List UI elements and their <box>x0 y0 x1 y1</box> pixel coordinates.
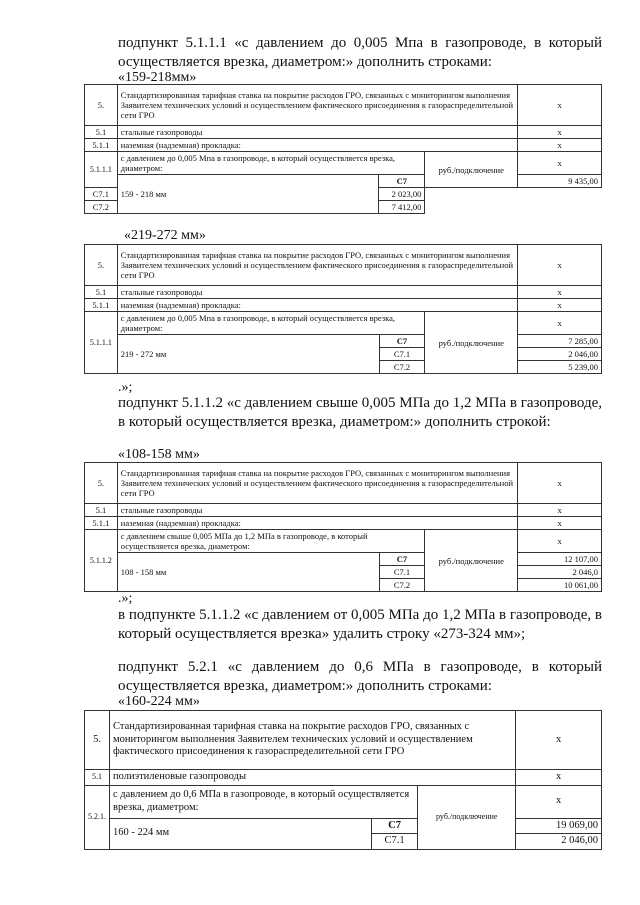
row-value: х <box>518 85 602 126</box>
row-number: 5.1 <box>85 504 118 517</box>
row-value: х <box>518 312 602 335</box>
value-cell: 12 107,00 <box>518 553 602 566</box>
paragraph-text: в подпункте 5.1.1.2 «с давлением от 0,005 МПа до 1,2 МПа в газопроводе, в который осуществляется врезка» удалить строку «273-324 мм»; <box>118 607 602 642</box>
row-value: х <box>518 504 602 517</box>
table-1-caption: «159-218мм» <box>118 70 197 85</box>
value-cell: 7 412,00 <box>379 201 425 214</box>
row-number: 5.1.1.1 <box>85 152 118 188</box>
row-text: наземная (надземная) прокладка: <box>117 139 517 152</box>
code-cell: С7.2 <box>85 201 118 214</box>
row-text: Стандартизированная тарифная ставка на покрытие расходов ГРО, связанных с мониторингом выполнения Заявителем технических условий и осуществлением фактического присоединения к газораспределительной сети ГРО <box>110 711 516 770</box>
table-4-caption: «160-224 мм» <box>118 694 200 709</box>
row-text: с давлением до 0,005 Мпа в газопроводе, в который осуществляется врезка, диаметром: <box>117 312 425 335</box>
row-number: 5.1.1 <box>85 139 118 152</box>
table-row <box>85 286 602 299</box>
value-cell: 9 435,00 <box>518 175 602 188</box>
table-row <box>85 152 602 175</box>
table-row <box>85 530 602 553</box>
unit-cell: руб./подключение <box>425 152 518 188</box>
code-cell: С7 <box>379 175 425 188</box>
row-text: с давлением свыше 0,005 МПа до 1,2 МПа в газопроводе, в который осуществляется врезка, диаметром: <box>117 530 425 553</box>
table-row <box>85 312 602 335</box>
value-cell: 7 285,00 <box>518 335 602 348</box>
table-row <box>85 517 602 530</box>
row-number: 5.1.1.1 <box>85 312 118 374</box>
code-cell: С7 <box>379 335 425 348</box>
row-number: 5.1 <box>85 286 118 299</box>
value-cell: 2 046,00 <box>516 834 602 850</box>
row-value: х <box>518 139 602 152</box>
row-text: наземная (надземная) прокладка: <box>117 517 517 530</box>
row-value: х <box>518 517 602 530</box>
end-mark-2: .»; <box>118 591 133 606</box>
table-row <box>85 126 602 139</box>
row-value: х <box>516 785 602 818</box>
row-number: 5.1.1 <box>85 299 118 312</box>
row-text: с давлением до 0,005 Мпа в газопроводе, в который осуществляется врезка, диаметром: <box>117 152 425 175</box>
row-text: стальные газопроводы <box>117 286 517 299</box>
row-number: 5.1 <box>85 770 110 786</box>
table-row <box>85 785 602 818</box>
row-value: х <box>518 126 602 139</box>
table-row <box>85 85 602 126</box>
row-value: х <box>518 299 602 312</box>
table-2-caption: «219-272 мм» <box>124 228 206 243</box>
row-text: Стандартизированная тарифная ставка на покрытие расходов ГРО, связанных с мониторингом выполнения Заявителем технических условий и осуществлением фактического присоединения к газораспределительной сети ГРО <box>117 245 517 286</box>
row-number: 5.1 <box>85 126 118 139</box>
row-text: полиэтиленовые газопроводы <box>110 770 516 786</box>
end-mark-1: .»; <box>118 380 133 395</box>
unit-cell: руб./подключение <box>418 785 516 849</box>
row-value: х <box>518 152 602 175</box>
diameter-range: 108 - 158 мм <box>117 553 379 592</box>
tariff-table-2 <box>84 244 602 374</box>
table-row <box>85 553 602 566</box>
value-cell: 10 061,00 <box>518 579 602 592</box>
paragraph-3 <box>82 606 602 644</box>
code-cell: С7.1 <box>85 188 118 201</box>
tariff-table-4 <box>84 710 602 850</box>
row-number: 5. <box>85 711 110 770</box>
table-row <box>85 504 602 517</box>
value-cell: 19 069,00 <box>516 818 602 834</box>
value-cell: 2 046,00 <box>518 348 602 361</box>
tariff-table-1 <box>84 84 602 214</box>
row-text: с давлением до 0,6 МПа в газопроводе, в который осуществляется врезка, диаметром: <box>110 785 418 818</box>
row-number: 5. <box>85 85 118 126</box>
paragraph-1 <box>82 34 602 72</box>
code-cell: С7.2 <box>379 361 425 374</box>
value-cell: 2 046,0 <box>518 566 602 579</box>
paragraph-text: подпункт 5.2.1 «с давлением до 0,6 МПа в газопроводе, в который осуществляется врезка, диаметром:» дополнить строками: <box>118 659 602 694</box>
code-cell: С7.1 <box>371 834 418 850</box>
value-cell: 2 023,00 <box>379 188 425 201</box>
table-row <box>85 463 602 504</box>
table-row <box>85 175 602 188</box>
paragraph-text: подпункт 5.1.1.2 «с давлением свыше 0,005 МПа до 1,2 МПа в газопроводе, в который осуществляется врезка, диаметром:» дополнить строкой: <box>118 395 602 430</box>
row-value: х <box>518 245 602 286</box>
row-value: х <box>518 530 602 553</box>
row-text: наземная (надземная) прокладка: <box>117 299 517 312</box>
row-number: 5.1.1 <box>85 517 118 530</box>
unit-cell: руб./подключение <box>425 530 518 592</box>
diameter-range: 159 - 218 мм <box>117 175 378 214</box>
row-value: х <box>518 286 602 299</box>
code-cell: С7.2 <box>379 579 425 592</box>
row-number: 5. <box>85 245 118 286</box>
table-3-caption: «108-158 мм» <box>118 447 200 462</box>
table-row <box>85 335 602 348</box>
row-value: х <box>518 463 602 504</box>
code-cell: С7.1 <box>379 348 425 361</box>
table-row <box>85 139 602 152</box>
row-number: 5. <box>85 463 118 504</box>
code-cell: С7.1 <box>379 566 425 579</box>
table-row <box>85 770 602 786</box>
row-value: х <box>516 711 602 770</box>
paragraph-2 <box>82 394 602 432</box>
row-value: х <box>516 770 602 786</box>
row-text: стальные газопроводы <box>117 126 517 139</box>
row-text: стальные газопроводы <box>117 504 517 517</box>
code-cell: С7 <box>371 818 418 834</box>
tariff-table-3 <box>84 462 602 592</box>
value-cell: 5 239,00 <box>518 361 602 374</box>
table-row <box>85 818 602 834</box>
row-number: 5.1.1.2 <box>85 530 118 592</box>
table-row <box>85 245 602 286</box>
unit-cell: руб./подключение <box>425 312 518 374</box>
code-cell: С7 <box>379 553 425 566</box>
table-row <box>85 299 602 312</box>
table-row <box>85 711 602 770</box>
row-text: Стандартизированная тарифная ставка на покрытие расходов ГРО, связанных с мониторингом выполнения Заявителем технических условий и осуществлением фактического присоединения к газораспределительной сети ГРО <box>117 463 517 504</box>
paragraph-4 <box>82 658 602 696</box>
diameter-range: 160 - 224 мм <box>110 818 372 849</box>
diameter-range: 219 - 272 мм <box>117 335 379 374</box>
paragraph-text: подпункт 5.1.1.1 «с давлением до 0,005 Мпа в газопроводе, в который осуществляется врезка, диаметром:» дополнить строками: <box>118 35 602 70</box>
row-text: Стандартизированная тарифная ставка на покрытие расходов ГРО, связанных с мониторингом выполнения Заявителем технических условий и осуществлением фактического присоединения к газораспределительной сети ГРО <box>117 85 517 126</box>
row-number: 5.2.1. <box>85 785 110 849</box>
